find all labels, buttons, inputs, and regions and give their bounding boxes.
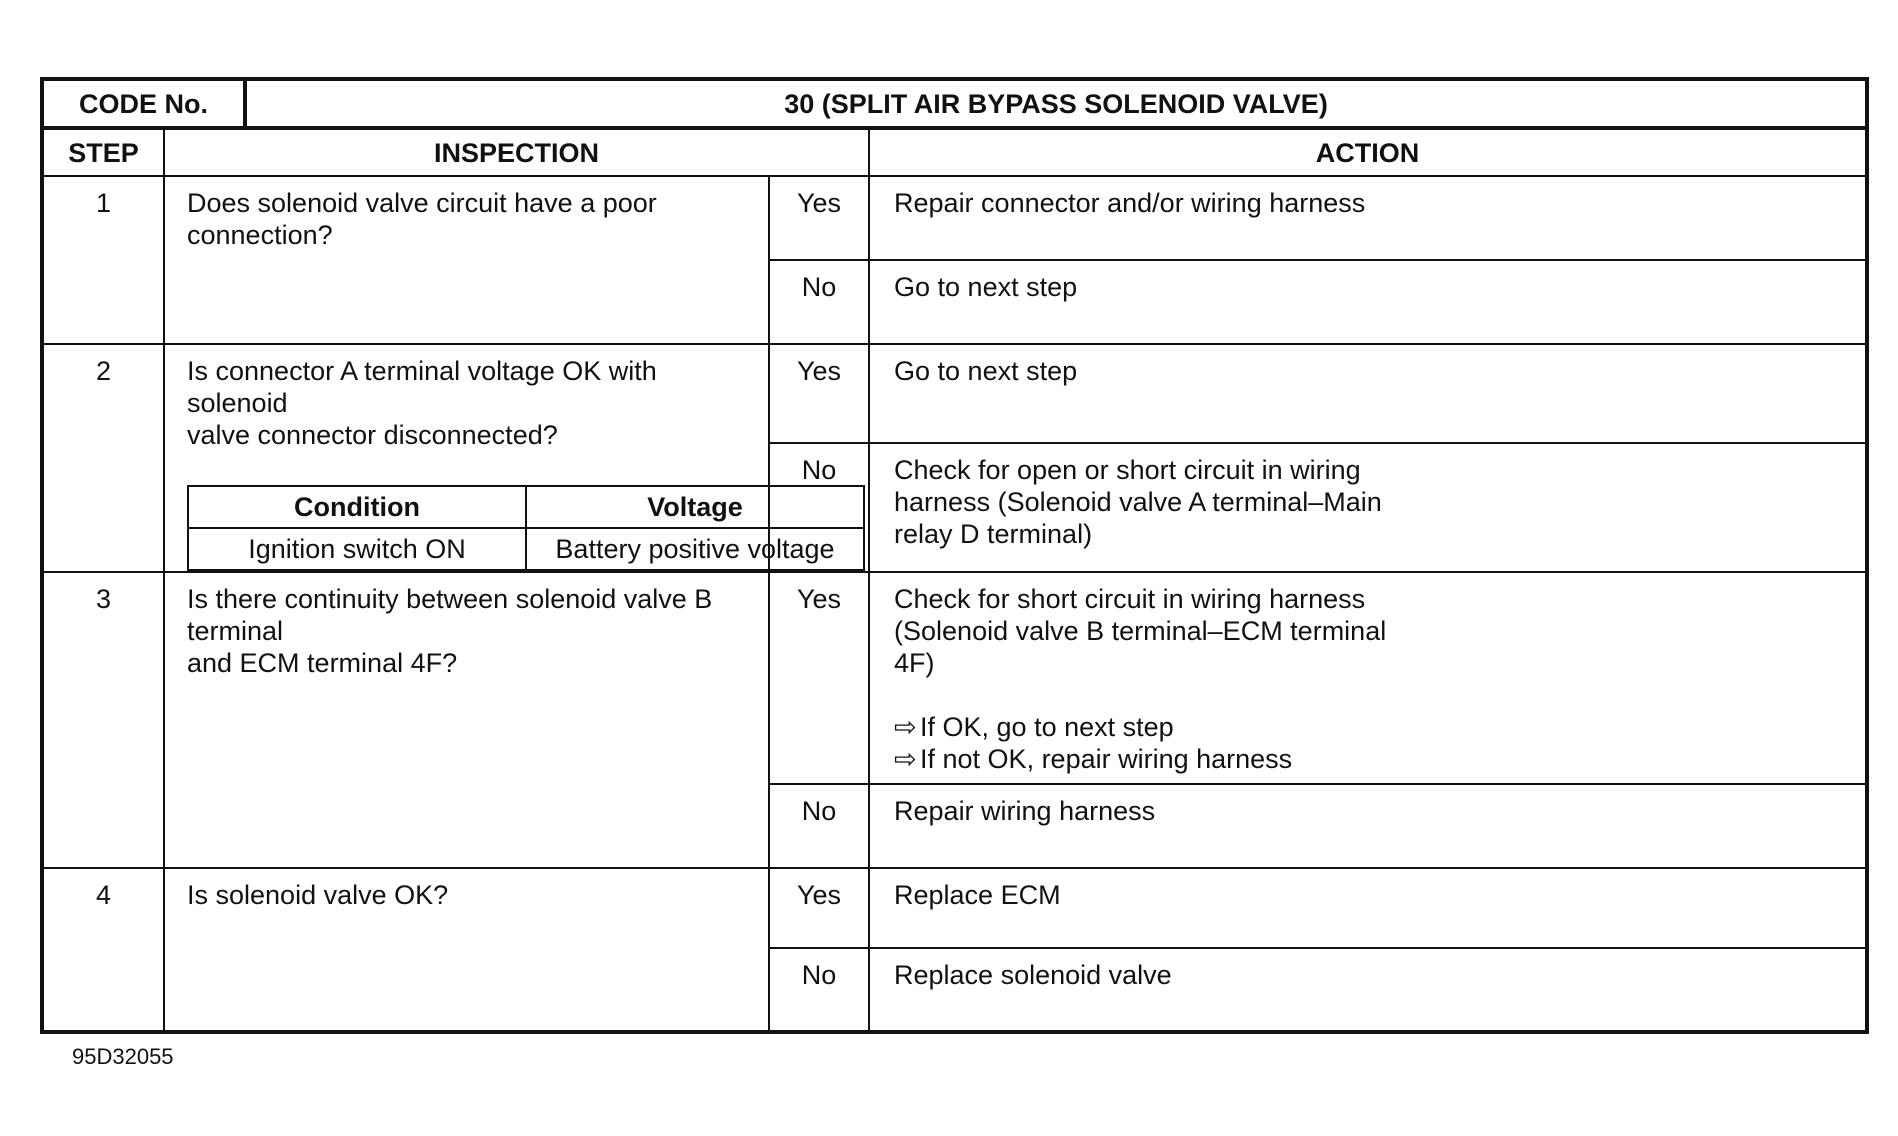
- inspection-cell: [164, 572, 769, 868]
- if-ok-text: If OK, go to next step: [920, 712, 1174, 742]
- no-action-line: relay D terminal): [894, 519, 1093, 550]
- subtable-header-row: [188, 486, 864, 528]
- inspection-text: Is solenoid valve OK?: [164, 868, 769, 1032]
- inspection-text: valve connector disconnected?: [187, 420, 558, 450]
- inspection-text: Does solenoid valve circuit have a poor connection?: [164, 176, 769, 344]
- if-not-ok-text: If not OK, repair wiring harness: [920, 744, 1293, 774]
- condition-header: Condition: [188, 486, 526, 528]
- yes-label: Yes: [769, 176, 869, 260]
- figure-number: 95D32055: [72, 1044, 174, 1069]
- inspection-text: Is there continuity between solenoid valve B terminal: [187, 584, 713, 646]
- yes-label: Yes: [769, 572, 869, 784]
- no-action: [869, 443, 1867, 572]
- no-label: No: [769, 260, 869, 344]
- subtable-row: [188, 528, 864, 570]
- no-label: No: [769, 443, 869, 572]
- code-header-row: [42, 79, 1867, 128]
- table-row: [42, 572, 1867, 784]
- yes-label: Yes: [769, 868, 869, 948]
- yes-action: Replace ECM: [869, 868, 1867, 948]
- if-not-ok-line: [894, 743, 1841, 775]
- yes-action-line: 4F): [894, 648, 935, 678]
- step-column-header: STEP: [42, 128, 164, 176]
- condition-value: Ignition switch ON: [188, 528, 526, 570]
- if-ok-line: [894, 711, 1841, 743]
- step-number: 4: [42, 868, 164, 1032]
- yes-action: [869, 572, 1867, 784]
- yes-action-line: (Solenoid valve B terminal–ECM terminal: [894, 616, 1387, 646]
- condition-voltage-table: [187, 485, 865, 571]
- action-column-header: ACTION: [869, 128, 1867, 176]
- inspection-text: and ECM terminal 4F?: [187, 648, 458, 678]
- diagnostic-table-container: [40, 77, 1865, 1034]
- yes-action: Go to next step: [869, 344, 1867, 443]
- no-label: No: [769, 784, 869, 868]
- step-number: 3: [42, 572, 164, 868]
- no-action: Go to next step: [869, 260, 1867, 344]
- voltage-header: Voltage: [526, 486, 864, 528]
- inspection-text: Is connector A terminal voltage OK with solenoid: [187, 356, 657, 418]
- code-label: CODE No.: [42, 79, 245, 128]
- right-arrow-icon: ⇨: [894, 712, 917, 742]
- table-row: [42, 176, 1867, 260]
- inspection-column-header: INSPECTION: [164, 128, 869, 176]
- table-row: [42, 344, 1867, 443]
- no-label: No: [769, 948, 869, 1032]
- no-action-line: harness (Solenoid valve A terminal–Main: [894, 487, 1382, 518]
- step-number: 1: [42, 176, 164, 344]
- no-action: Replace solenoid valve: [869, 948, 1867, 1032]
- yes-label: Yes: [769, 344, 869, 443]
- right-arrow-icon: ⇨: [894, 744, 917, 774]
- no-action: Repair wiring harness: [869, 784, 1867, 868]
- yes-action-line: Check for short circuit in wiring harness: [894, 584, 1366, 614]
- no-action-line: Check for open or short circuit in wiring: [894, 455, 1361, 486]
- step-number: 2: [42, 344, 164, 572]
- table-row: [42, 868, 1867, 948]
- yes-action: Repair connector and/or wiring harness: [869, 176, 1867, 260]
- diagnostic-table: [40, 77, 1869, 1034]
- column-header-row: [42, 128, 1867, 176]
- voltage-value: Battery positive voltage: [526, 528, 864, 570]
- code-title: 30 (SPLIT AIR BYPASS SOLENOID VALVE): [245, 79, 1867, 128]
